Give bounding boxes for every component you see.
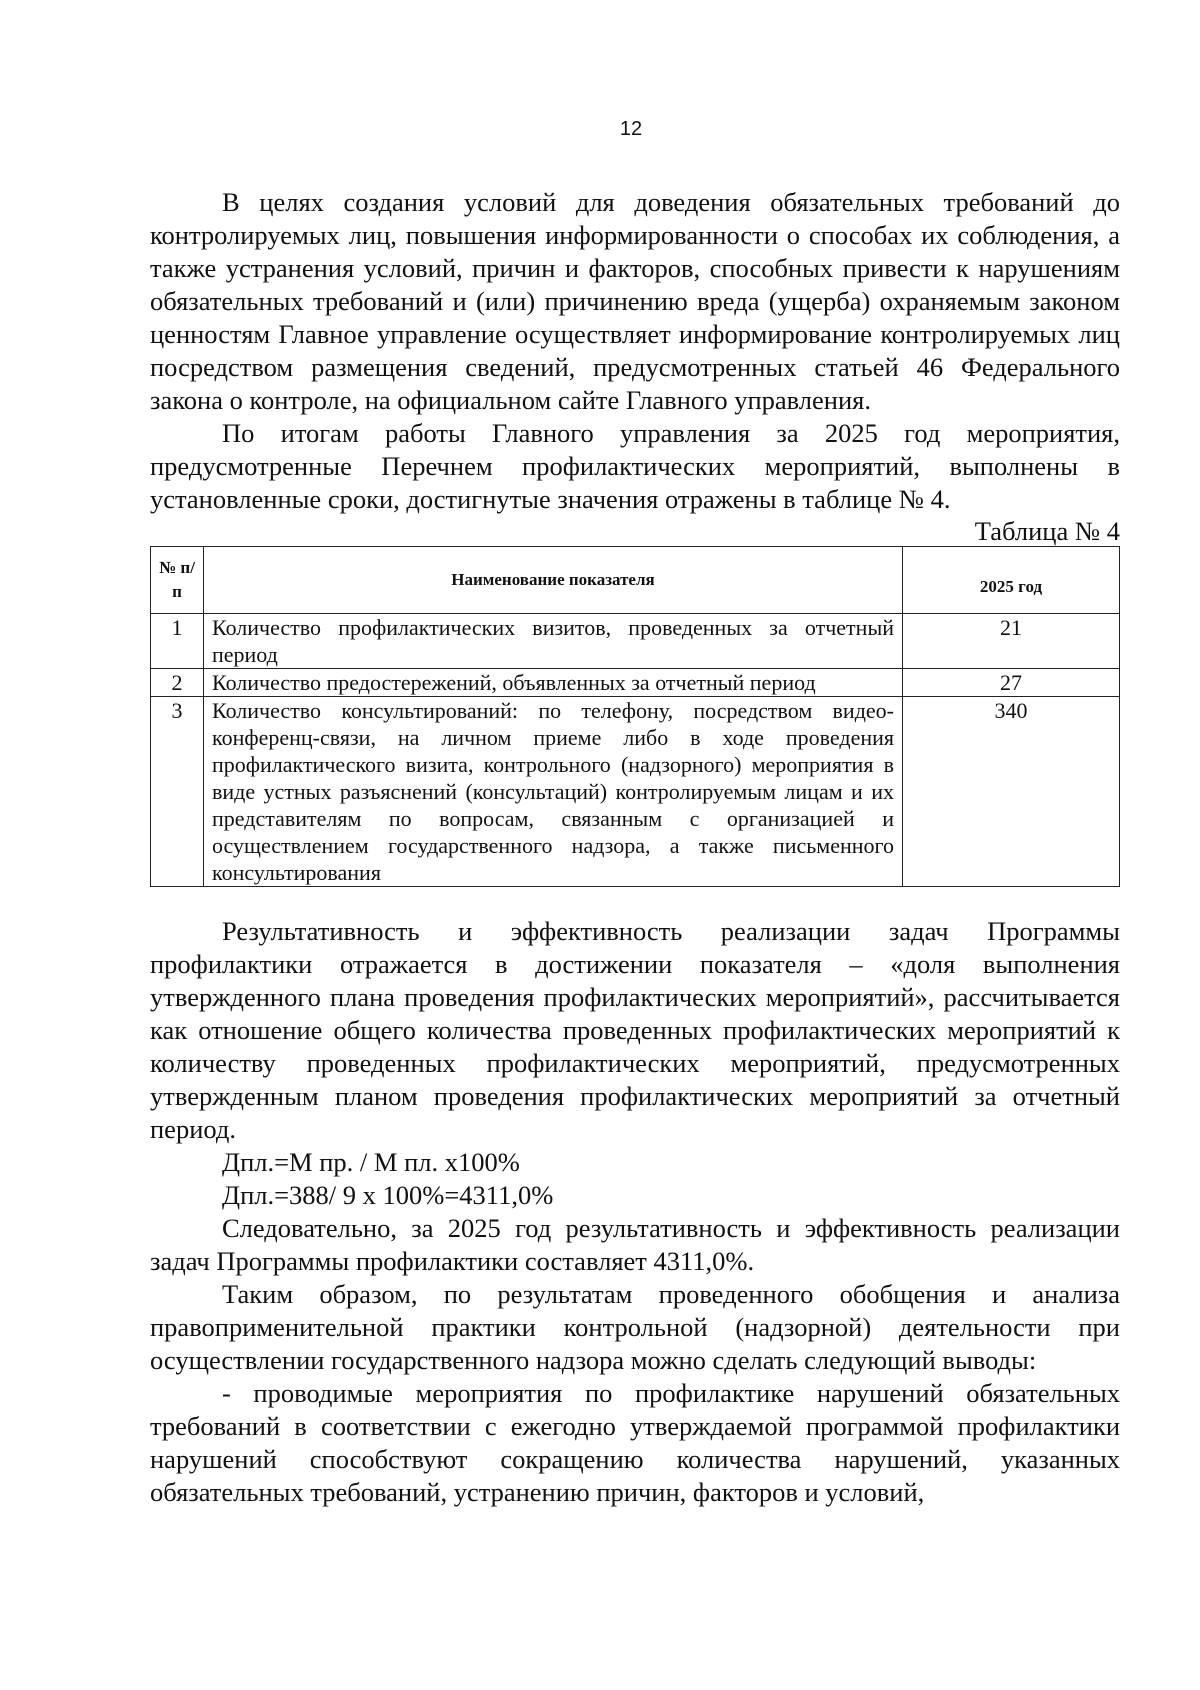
paragraph-summary: Таким образом, по результатам проведенного обобщения и анализа правоприменительной практики контрольной (надзорной) деятельности при осуществлении государственного надзора можно сделать следующий выводы:: [150, 1279, 1120, 1375]
paragraph-conclusion: Следовательно, за 2025 год результативность и эффективность реализации задач Программы профилактики составляет 4311,0%.: [150, 1213, 1120, 1276]
table-header-row: [151, 547, 1120, 614]
row-value: 27: [903, 669, 1120, 697]
page-number: 12: [619, 118, 643, 140]
document-body: [150, 186, 1120, 1509]
row-value: 21: [903, 614, 1120, 669]
table-row: [151, 669, 1120, 697]
row-num: 1: [151, 614, 204, 669]
row-name: Количество консультирований: по телефону, посредством видео-конференц-связи, на личном приеме либо в ходе проведения профилактического визита, контрольного (надзорного) мероприятия в виде устных разъяснений (консультаций) контролируемым лицам и их представителям по вопросам, связанным с организацией и осуществлением государственного надзора, а также письменного консультирования: [204, 697, 903, 887]
row-value: 340: [903, 697, 1120, 887]
formula-calculation: Дпл.=388/ 9 х 100%=4311,0%: [222, 1180, 554, 1210]
row-num: 3: [151, 697, 204, 887]
header-name: Наименование показателя: [204, 547, 903, 614]
paragraph-finding: - проводимые мероприятия по профилактике нарушений обязательных требований в соответствии с ежегодно утверждаемой программой профилактики нарушений способствуют сокращению количества нарушений, указанных обязательных требований, устранению причин, факторов и условий,: [150, 1378, 1120, 1507]
header-year: [903, 547, 1120, 614]
table-row: [151, 697, 1120, 887]
row-num: 2: [151, 669, 204, 697]
formula-definition: Дпл.=М пр. / М пл. х100%: [222, 1147, 520, 1177]
paragraph-informing: В целях создания условий для доведения обязательных требований до контролируемых лиц, повышения информированности о способах их соблюдения, а также устранения условий, причин и факторов, способных привести к нарушениям обязательных требований и (или) причинению вреда (ущерба) охраняемым законом ценностям Главное управление осуществляет информирование контролируемых лиц посредством размещения сведений, предусмотренных статьей 46 Федерального закона о контроле, на официальном сайте Главного управления.: [150, 187, 1120, 415]
row-name: Количество профилактических визитов, проведенных за отчетный период: [204, 614, 903, 669]
header-num: № п/п: [151, 547, 204, 614]
paragraph-results: По итогам работы Главного управления за 2025 год мероприятия, предусмотренные Перечнем профилактических мероприятий, выполнены в установленные сроки, достигнутые значения отражены в таблице № 4.: [150, 418, 1120, 514]
paragraph-effectiveness: Результативность и эффективность реализации задач Программы профилактики отражается в достижении показателя – «доля выполнения утвержденного плана проведения профилактических мероприятий», рассчитывается как отношение общего количества проведенных профилактических мероприятий к количеству проведенных профилактических мероприятий, предусмотренных утвержденным планом проведения профилактических мероприятий за отчетный период.: [150, 916, 1120, 1144]
table-row: [151, 614, 1120, 669]
header-year-label: 2025 год: [979, 577, 1043, 596]
table-caption: Таблица № 4: [974, 516, 1120, 546]
indicators-table: [150, 546, 1120, 887]
row-name: Количество предостережений, объявленных за отчетный период: [204, 669, 903, 697]
